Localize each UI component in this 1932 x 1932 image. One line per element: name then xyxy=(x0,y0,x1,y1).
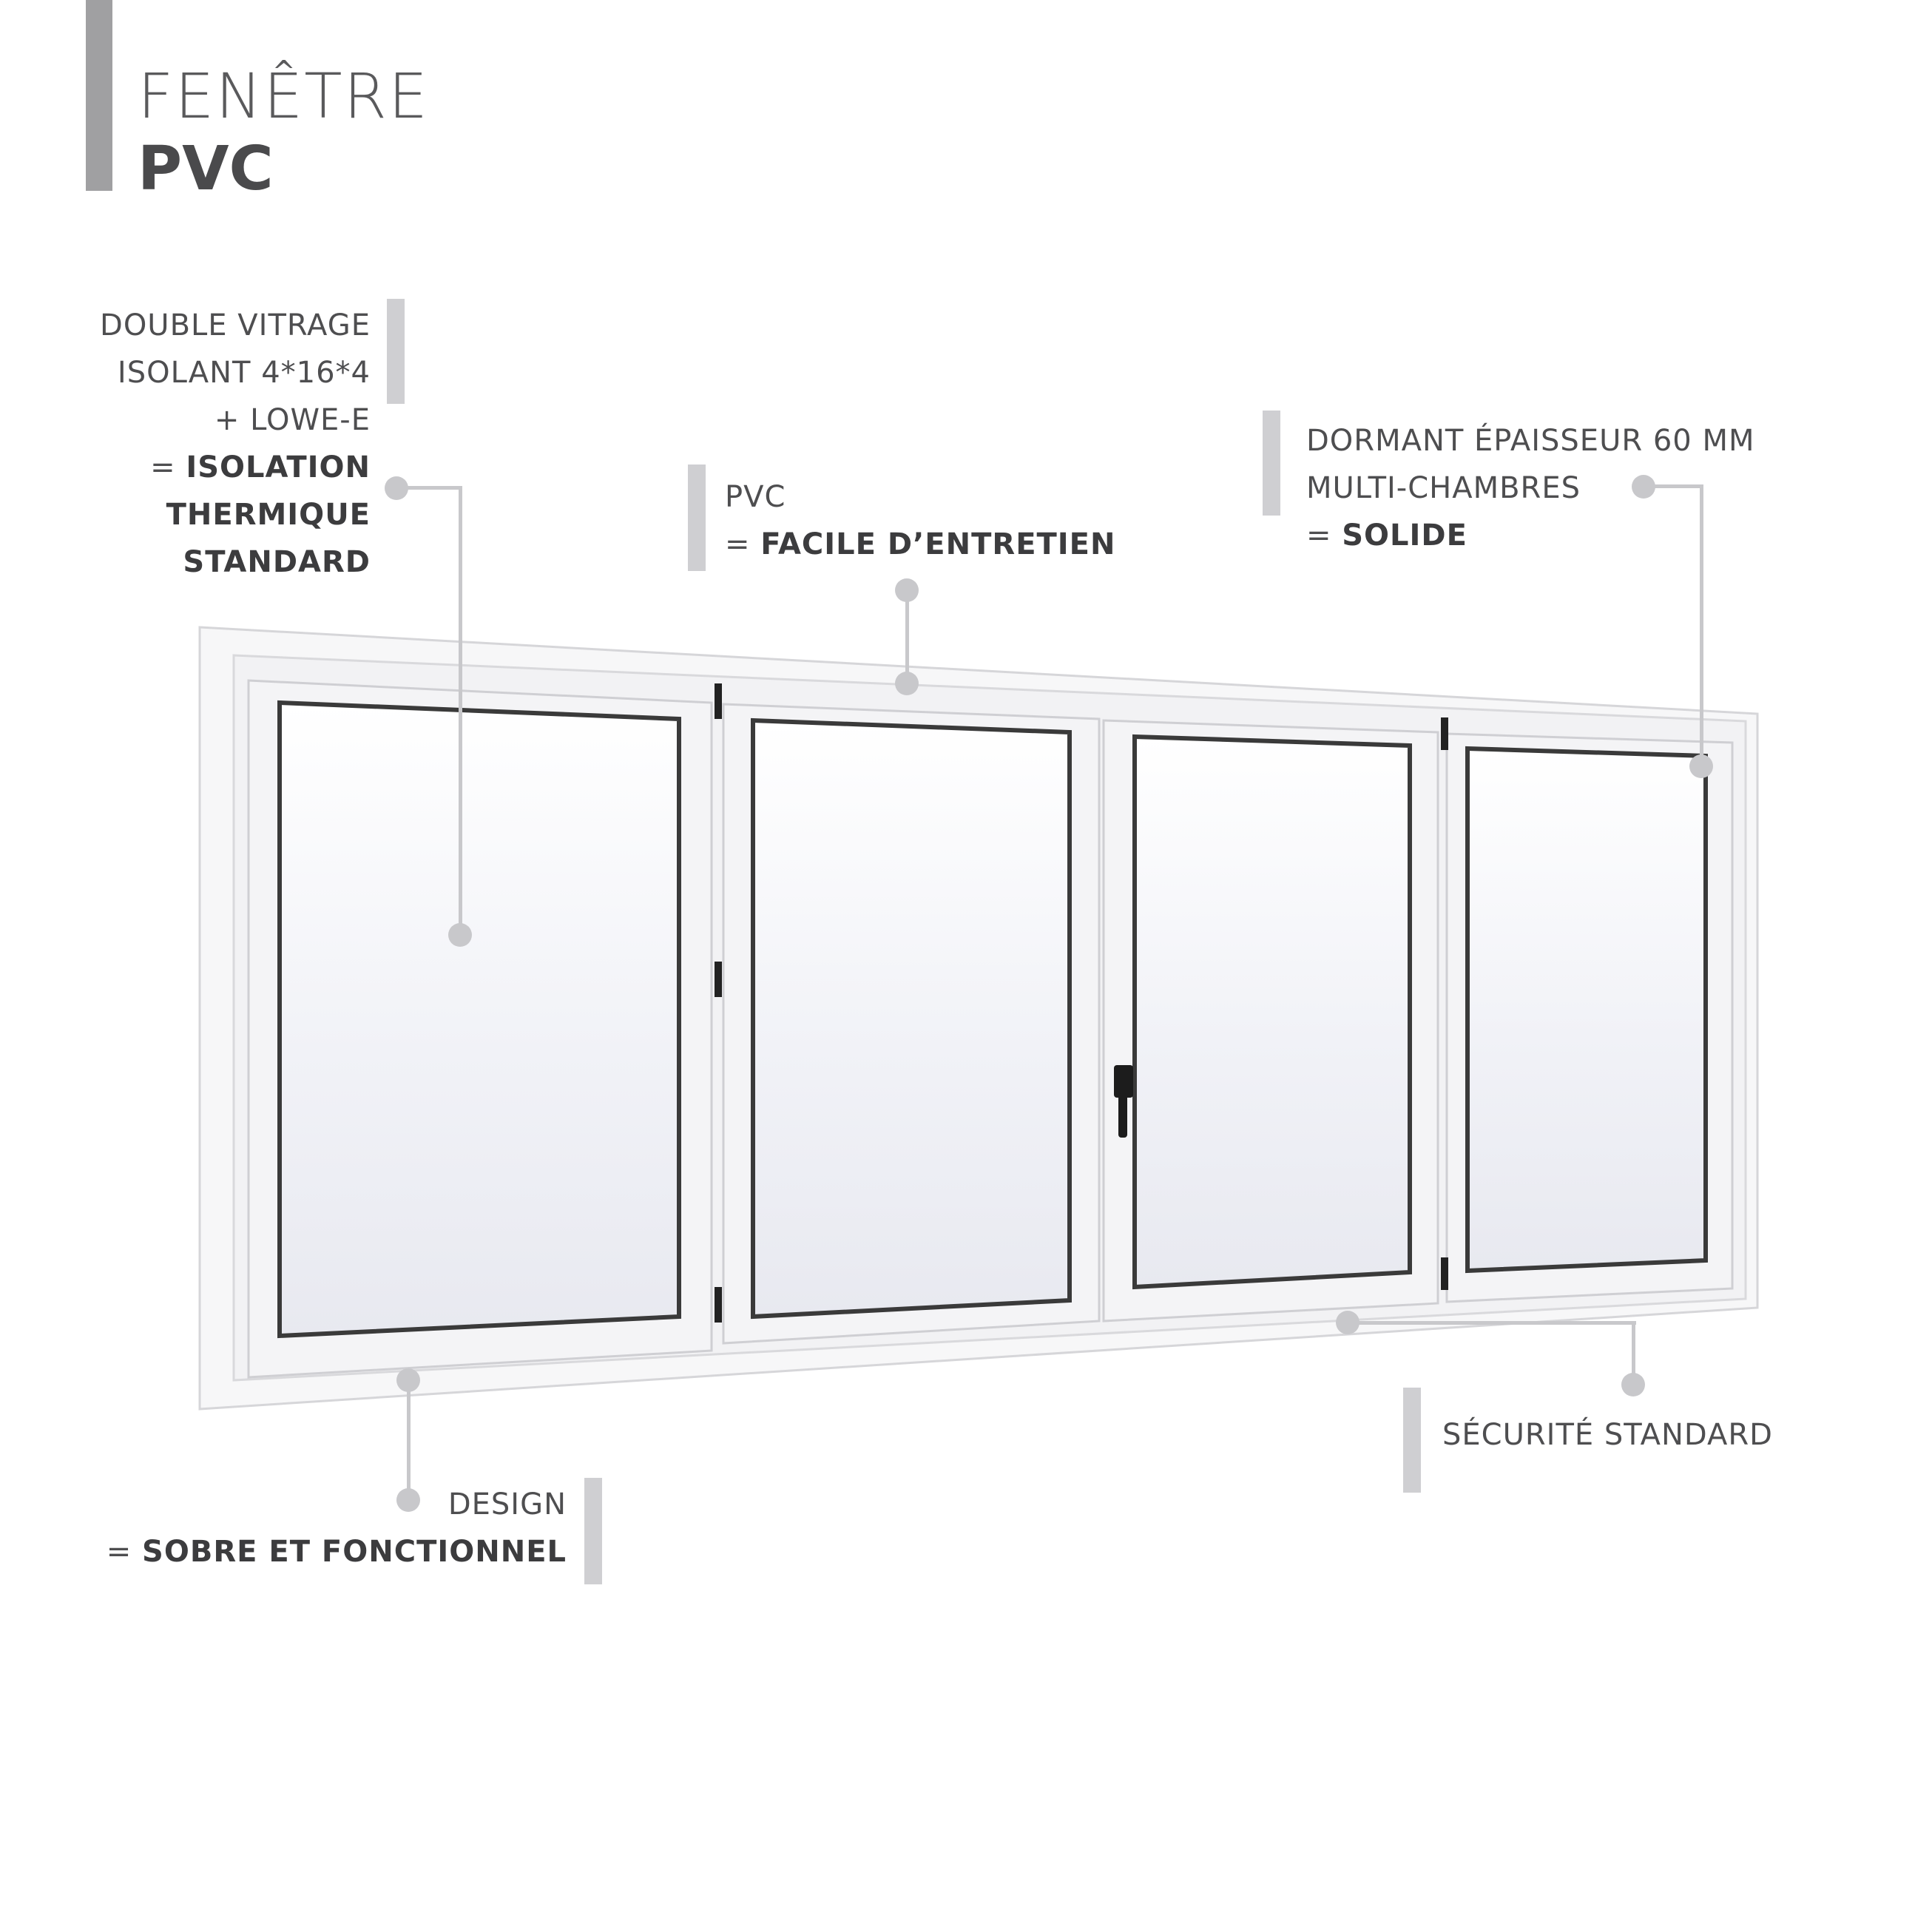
callout-double-vitrage-line-3: + LOWE-E xyxy=(214,403,371,437)
leader-dot xyxy=(895,672,919,695)
leader-dot xyxy=(1689,754,1713,778)
callout-design-bold: SOBRE ET FONCTIONNEL xyxy=(142,1535,567,1569)
hinge xyxy=(715,683,722,719)
hinge xyxy=(715,1287,722,1323)
glass-pane-2 xyxy=(753,720,1070,1317)
hinge xyxy=(715,962,722,997)
leader-line xyxy=(1700,484,1703,766)
callout-dormant-line-1: DORMANT ÉPAISSEUR 60 MM xyxy=(1306,424,1755,458)
callout-double-vitrage-bold-1: ISOLATION xyxy=(186,450,371,484)
leader-line xyxy=(905,590,909,683)
hinge xyxy=(1441,1257,1448,1290)
callout-securite xyxy=(1442,1411,1773,1459)
glass-pane-4 xyxy=(1467,749,1706,1271)
equals-sign: = xyxy=(1306,519,1342,553)
leader-line xyxy=(1348,1321,1636,1325)
callout-pvc-line-1: PVC xyxy=(725,480,786,514)
title-line-2: PVC xyxy=(138,134,274,204)
callout-double-vitrage-line-2: ISOLANT 4*16*4 xyxy=(117,356,371,390)
callout-dormant-bold: SOLIDE xyxy=(1342,519,1467,553)
leader-dot xyxy=(1621,1373,1645,1396)
callout-double-vitrage xyxy=(100,302,371,586)
callout-accent-bar xyxy=(584,1478,602,1584)
callout-pvc xyxy=(725,473,1115,568)
leader-dot xyxy=(448,923,472,947)
hinge xyxy=(1441,717,1448,750)
callout-accent-bar xyxy=(688,465,706,571)
callout-accent-bar xyxy=(1403,1388,1421,1493)
equals-sign: = xyxy=(725,527,761,561)
callout-double-vitrage-bold-2: THERMIQUE xyxy=(166,498,371,532)
equals-sign: = xyxy=(106,1535,143,1569)
callout-securite-line-1: SÉCURITÉ STANDARD xyxy=(1442,1418,1773,1452)
callout-design-line-1: DESIGN xyxy=(447,1487,567,1521)
callout-dormant-line-2: MULTI-CHAMBRES xyxy=(1306,471,1581,505)
callout-design xyxy=(107,1481,567,1575)
leader-line xyxy=(459,486,462,936)
leader-line xyxy=(1644,484,1703,488)
callout-double-vitrage-line-1: DOUBLE VITRAGE xyxy=(100,308,371,342)
callout-accent-bar xyxy=(1263,411,1280,516)
callout-double-vitrage-bold-3: STANDARD xyxy=(183,545,371,579)
callout-pvc-bold: FACILE D’ENTRETIEN xyxy=(760,527,1116,561)
glass-pane-3 xyxy=(1135,737,1410,1287)
leader-line xyxy=(396,486,462,490)
callout-dormant xyxy=(1306,417,1755,559)
title-line-1: FENÊTRE xyxy=(138,60,430,132)
callout-accent-bar xyxy=(387,299,405,404)
glass-pane-1 xyxy=(280,703,679,1336)
equals-sign: = xyxy=(150,450,186,484)
